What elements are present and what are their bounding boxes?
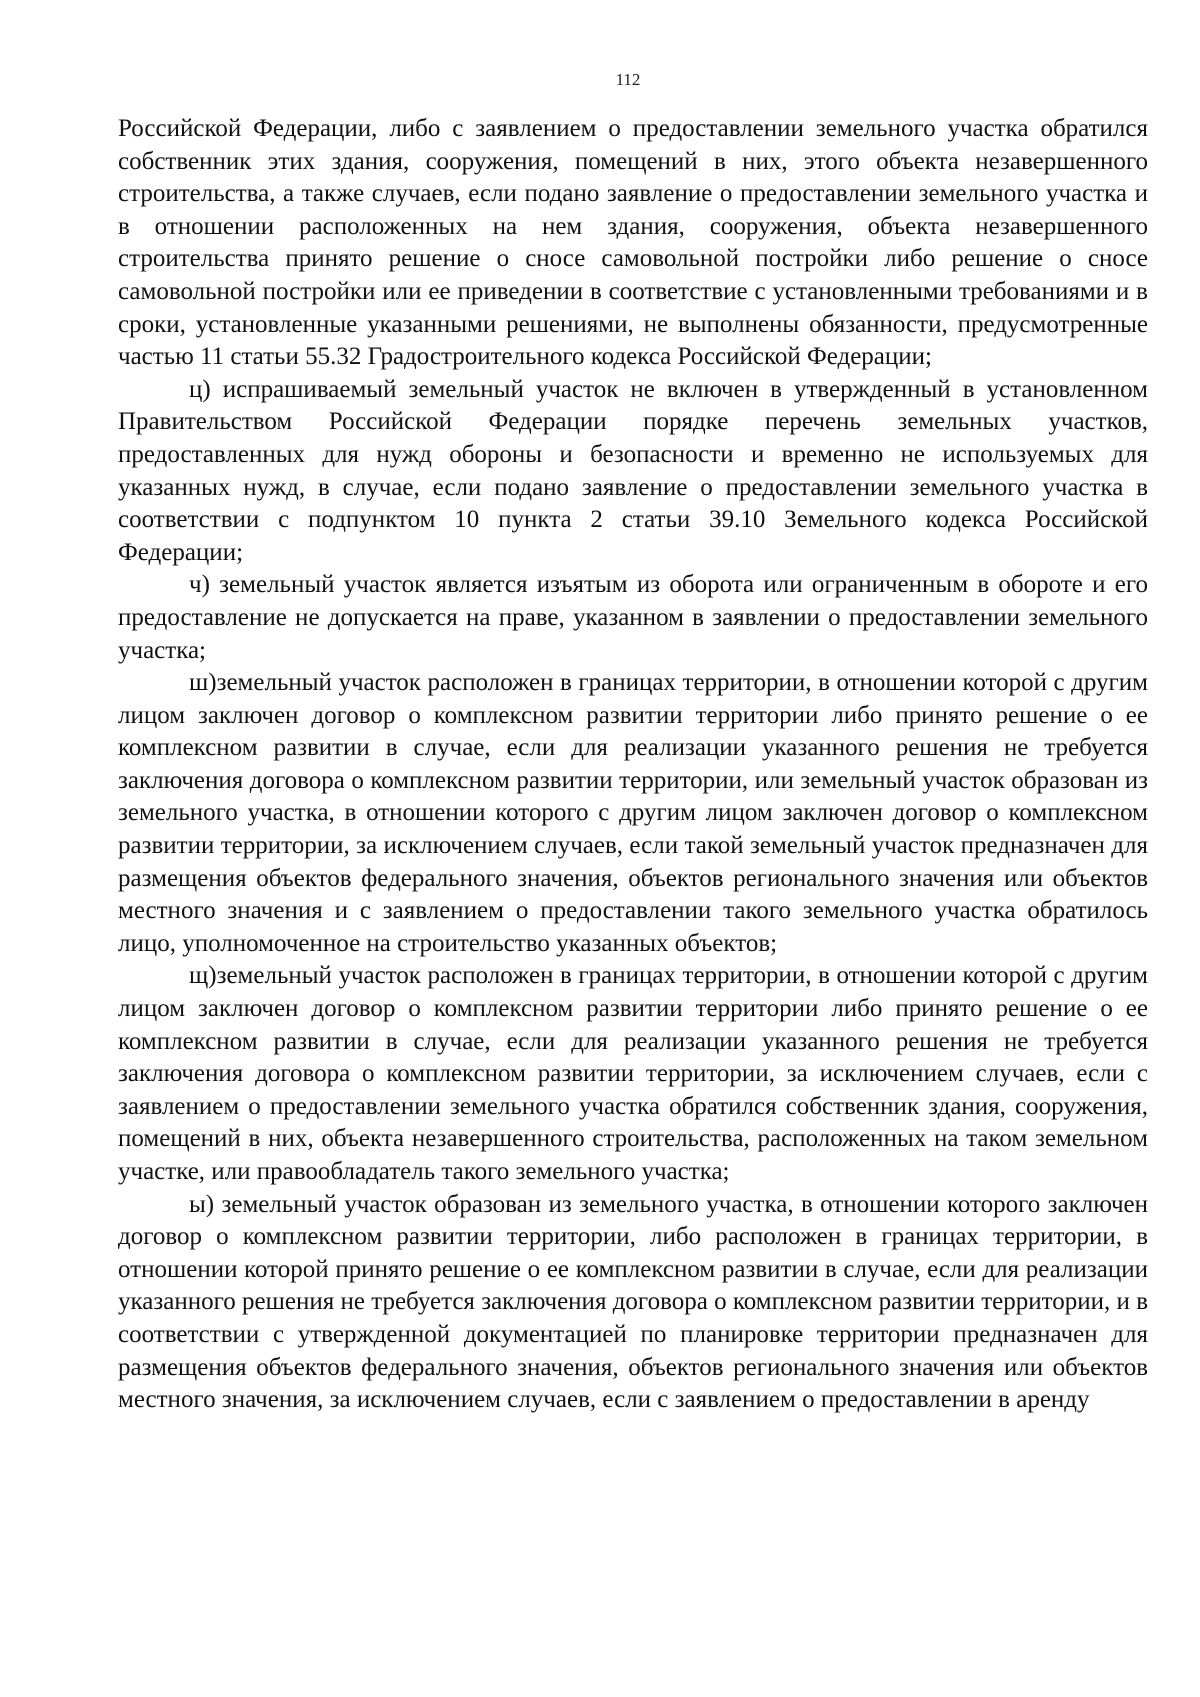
page-number: 112: [615, 70, 641, 89]
paragraph-item-y: ы) земельный участок образован из земельного участка, в отношении которого заключен договор о комплексном развитии территории, либо расположен в границах территории, в отношении которой принято решение о ее комплексном развитии в случае, если для реализации указанного решения не требуется заключения договора о комплексном развитии территории, и в соответствии с утвержденной документацией по планировке территории предназначен для размещения объектов федерального значения, объектов регионального значения или объектов местного значения, за исключением случаев, если с заявлением о предоставлении в аренду: [118, 1190, 1148, 1414]
paragraph-item-ch: ч) земельный участок является изъятым из оборота или ограниченным в обороте и его предоставление не допускается на праве, указанном в заявлении о предоставлении земельного участка;: [118, 571, 1148, 664]
paragraph-item-shch: щ)земельный участок расположен в границах территории, в отношении которой с другим лицом заключен договор о комплексном развитии территории либо принято решение о ее комплексном развитии в случае, если для реализации указанного решения не требуется заключения договора о комплексном развитии территории, за исключением случаев, если с заявлением о предоставлении земельного участка обратился собственник здания, сооружения, помещений в них, объекта незавершенного строительства, расположенных на таком земельном участке, или правообладатель такого земельного участка;: [118, 962, 1148, 1185]
paragraph-continuation: Российской Федерации, либо с заявлением о предоставлении земельного участка обратился собственник этих здания, сооружения, помещений в них, этого объекта незавершенного строительства, а также случаев, если подано заявление о предоставлении земельного участка и в отношении расположенных на нем здания, сооружения, объекта незавершенного строительства принято решение о сносе самовольной постройки либо решение о сносе самовольной постройки или ее приведении в соответствие с установленными требованиями и в сроки, установленные указанными решениями, не выполнены обязанности, предусмотренные частью 11 статьи 55.32 Градостроительного кодекса Российской Федерации;: [118, 115, 1148, 371]
paragraph-item-ts: ц) испрашиваемый земельный участок не включен в утвержденный в установленном Правительством Российской Федерации порядке перечень земельных участков, предоставленных для нужд обороны и безопасности и временно не используемых для указанных нужд, в случае, если подано заявление о предоставлении земельного участка в соответствии с подпунктом 10 пункта 2 статьи 39.10 Земельного кодекса Российской Федерации;: [118, 375, 1148, 566]
document-body: [118, 113, 1148, 1417]
paragraph-item-sh: ш)земельный участок расположен в границах территории, в отношении которой с другим лицом заключен договор о комплексном развитии территории либо принято решение о ее комплексном развитии в случае, если для реализации указанного решения не требуется заключения договора о комплексном развитии территории, или земельный участок образован из земельного участка, в отношении которого с другим лицом заключен договор о комплексном развитии территории, за исключением случаев, если такой земельный участок предназначен для размещения объектов федерального значения, объектов регионального значения или объектов местного значения и с заявлением о предоставлении такого земельного участка обратилось лицо, уполномоченное на строительство указанных объектов;: [118, 669, 1148, 957]
